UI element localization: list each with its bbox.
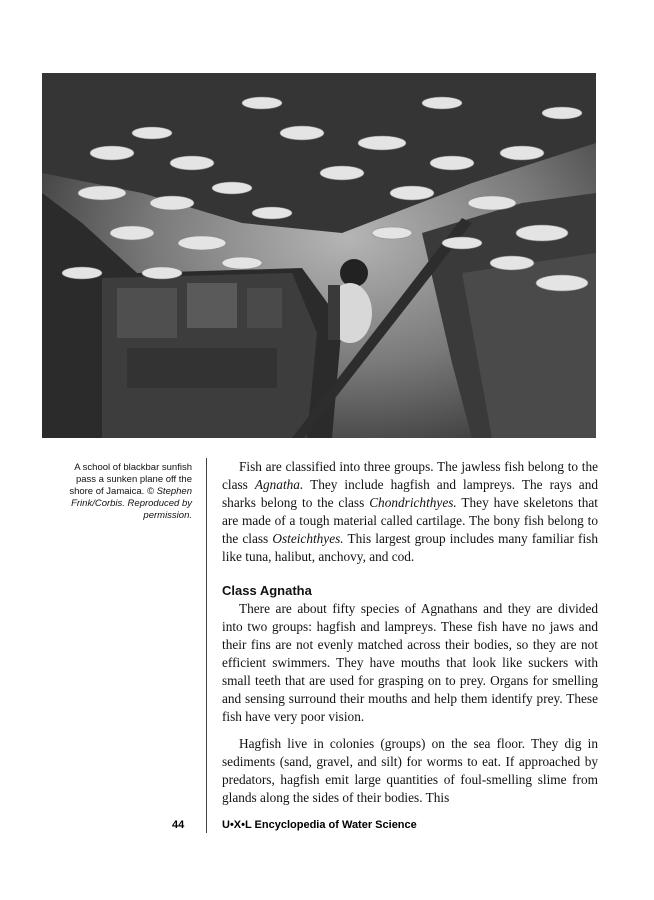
intro-paragraph: Fish are classified into three groups. The jawless fish belong to the class Agnatha. They include hagfish and lampreys. The rays and sharks belong to the class Chondrichthyes. They have skeletons that are made of a tough material called cartilage. The bony fish belong to the class Osteichthyes. This largest group includes many familiar fish like tuna, halibut, anchovy, and cod. bbox=[222, 459, 598, 564]
photo-caption bbox=[52, 462, 192, 522]
agnatha-paragraph: There are about fifty species of Agnathans and they are divided into two groups: hagfish and lampreys. These fish have no jaws and their fins are not evenly matched across their bodies, so they are not efficient swimmers. They have mouths that look like suckers with small teeth that are used for grasping on to prey. Organs for smelling and sensing surround their mouths and help them identify prey. These fish have very poor vision. bbox=[222, 601, 598, 724]
caption-text: A school of blackbar sunfish pass a sunken plane off the shore of Jamaica. bbox=[69, 462, 192, 497]
footer-divider bbox=[206, 815, 207, 833]
underwater-wreck-photo bbox=[42, 73, 596, 438]
footer-title: U•X•L Encyclopedia of Water Science bbox=[222, 819, 417, 831]
column-divider bbox=[206, 458, 207, 830]
photo-illustration bbox=[42, 73, 596, 438]
term-osteichthyes: Osteichthyes. bbox=[272, 531, 344, 546]
term-chondrichthyes: Chondrichthyes. bbox=[369, 495, 457, 510]
hagfish-paragraph: Hagfish live in colonies (groups) on the sea floor. They dig in sediments (sand, gravel, and silt) for worms to eat. If approached by predators, hagfish emit large quantities of foul-smelling slime from glands along the sides of their bodies. This bbox=[222, 736, 598, 805]
page-number: 44 bbox=[172, 819, 185, 831]
term-agnatha: Agnatha. bbox=[254, 477, 304, 492]
caption-credit: © Stephen Frink/Corbis. Reproduced by permission. bbox=[71, 486, 192, 521]
section-heading: Class Agnatha bbox=[222, 583, 312, 598]
main-text bbox=[222, 458, 598, 807]
